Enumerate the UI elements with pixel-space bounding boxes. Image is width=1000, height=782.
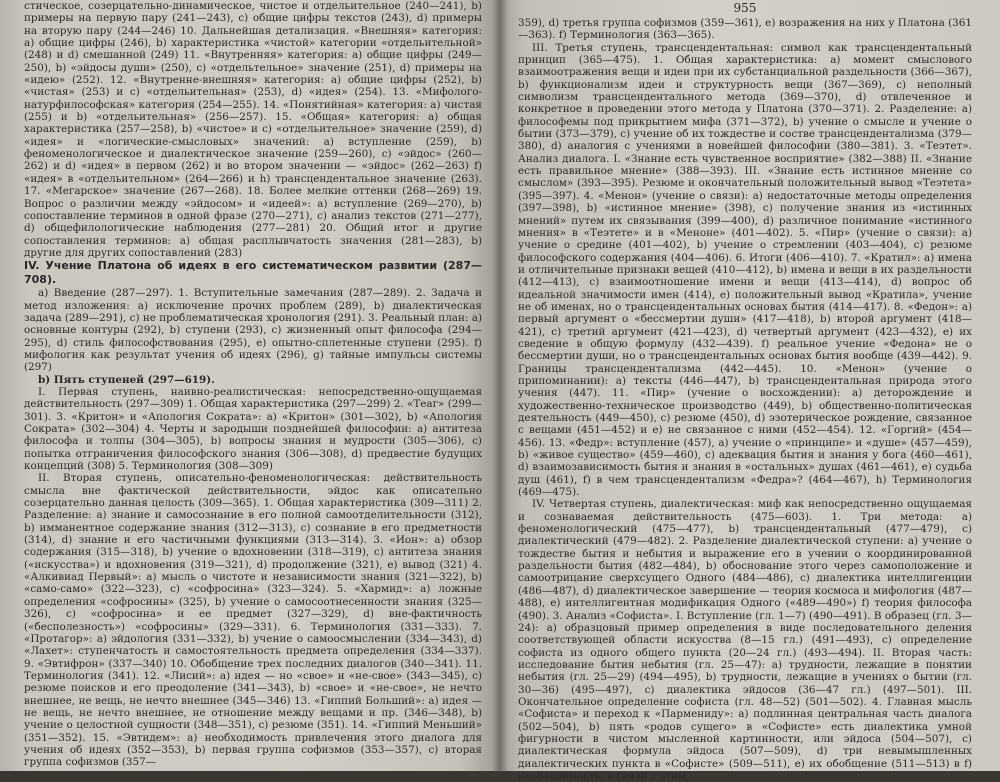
fourth-stage-paragraph: IV. Четвертая ступень, диалектическая: миф как непосредственно ощущаемая и сознаваемая действительность (475—603). 1. Три метода: a) феноменологический (475—477), b) трансцендентальный (477—479), c) диалектический (479—482). 2. Разделение диалектической ступени: a) учение о тождестве бытия и небытия и выражение его в учении о координированной раздельности бытия (482—484), b) обоснование этого через самоположение и самоотрицание сверхсущего Одного (484—486), c) диалектика интеллигенции (486—487), d) диалектическое завершение — теория космоса и мифология (487—488), e) интеллигентная модификация Одного («489—490») f) теория философа (490). 3. Анализ «Софиста». I. Вступление (гл. 1—7) (490—491). В образец (гл. 3—24): a) образцовый пример определения в виде последовательного деления соответствующей области искусства (8—15 гл.) (491—493), c) определение софиста из одного общего пункта (20—24 гл.) (493—494). II. Вторая часть: исследование бытия небытия (гл. 25—47): a) трудности, лежащие в понятии небытия (гл. 25—29) (494—495), b) трудности, лежащие в учениях о бытии (гл. 30—36) (495—497), c) диалектика эйдосов (36—47 гл.) (497—501). III. Окончательное определение софиста (гл. 48—52) (501—502). 4. Главная мысль «Софиста» и переход к «Пармениду»: a) подлинная центральная часть диалога (502—504), b) пять «родов сущего» в «Софисте» есть диалектика умной фигурности в чистом мысленной картинности, или эйдоса (504—507), c) диалектическая формула эйдоса (507—509), d) три невымышленных диалектических пункта в «Софисте» (509—511), e) их обобщение (511—513) в f) необходимость, в связи с этим, xyxy=(518,498,972,782)
five-stages-heading: b) Пять ступеней (297—619). xyxy=(38,373,215,386)
left-page-text xyxy=(24,0,482,769)
second-stage-paragraph: II. Вторая ступень, описательно-феноменологическая: действительность смысла вне фактической действительности, эйдос как описательно созерцательно данная целость (309—365). 1. Общая характеристика (309—311) 2. Разделение: a) знание и самосознание в его полной самоотделительности (312), b) имманентное содержание знания (312—313), c) сознание в его предметности (314), d) знание и его частичными функциями (313—314). 3. «Ион»: a) обзор содержания (315—318), b) учение о вдохновении (318—319), c) антитеза знания («искусства») и вдохновения (319—321), d) продолжение (321), e) вывод (321) 4. «Алкивиад Первый»: a) мысль о чистоте и независимости знания (321—322), b) «само-само» (322—323), c) «софросина» (323—324). 5. «Хармид»: a) ложные определения «софросины» (325), b) учение о самосоотнесенности знания (325—326), c) «софросина» и ее предмет (327—329), d) вне-фактичность («бесполезность») «софросины» (329—331). 6. Терминология (331—333). 7. «Протагор»: a) эйдология (331—332), b) учение о самоосмыслении (334—343), d) «Лахет»: ступенчатость и самостоятельность предмета определения (334—337). 9. «Эвтифрон» (337—340) 10. Обобщение трех последних диалогов (340—341). 11. Терминология (341). 12. «Лисий»: a) идея — но «свое» и «не-свое» (343—345), c) резюме поисков и его преодоление (341—343), b) «свое» и «не-свое», не нечто внешнее, не вещь, не нечто внешнее (345—346) 13. «Гиппий Больший»: a) идея — не вещь, не нечто внешнее, не отношение между вещами и пр. (346—348), b) учение о целостной сущности (348—351), c) резюме (351). 14. «Гиппий Меньший» (351—352). 15. «Эвтидем»: a) необходимость привлечения этого диалога для учения об идеях (352—353), b) первая группа софизмов (353—357), c) вторая группа софизмов (357— xyxy=(24,472,482,769)
first-stage-paragraph: I. Первая ступень, наивно-реалистическая: непосредственно-ощущаемая действительность (297—309) 1. Общая характеристика (297—299) 2. «Теаг» (299—301). 3. «Критон» и «Апология Сократа»: a) «Критон» (301—302), b) «Апология Сократа» (302—304) 4. Черты и зародыши позднейшей философии: a) антитеза философа и толпы (304—305), b) вопросы знания и мудрости (305—306), c) попытка отграничения философского знания (306—308), d) предвестие будущих концепций (308) 5. Терминология (308—309) xyxy=(24,385,482,473)
right-page-text xyxy=(518,17,972,782)
right-page xyxy=(498,0,1000,782)
page-number: 955 xyxy=(733,1,757,15)
third-stage-paragraph: III. Третья ступень, трансцендентальная: символ как трансцендентальный принцип (365—475). 1. Общая характеристика: a) момент смыслового взаимоотражения вещи и идеи при их субстанциальной раздельности (366—367), b) функционализм идеи и структурность вещи (367—369), c) неполный символизм трансцендентального метода (369—370), d) отвлеченное и конкретное в проведении этого метода у Платона (370—371). 2. Разделение: a) философемы под прикрытием мифа (371—372), b) учение о смысле и учение о бытии (373—379), c) учение об их тождестве и состве трансцендентализма (379—380), d) аналогия с учениями в новейшей философии (380—381). 3. «Теэтет». Анализ диалога. I. «Знание есть чувственное восприятие» (382—388) II. «Знание есть правильное мнение» (388—393). III. «Знание есть истинное мнение со смыслом» (393—395). Резюме и окончательный положительный вывод «Теэтета» (395—397). 4. «Менон» (учение о связи): a) недостаточные методы определения (397—398), b) «истинное мнение» (398), c) получение знания из «истинных мнений» путем их связывания (399—400), d) различное понимание «истинного мнения» в «Теэтете» и в «Меноне» (401—402). 5. «Пир» (учение о связи): a) учение о средине (401—402), b) учение о стремлении (403—404), c) резюме философского содержания (404—406). 6. Итоги (406—410). 7. «Кратил»: a) имена и отличительные признаки вещей (410—412), b) имена и вещи в их раздельности (412—413), c) взаимоотношение имени и вещи (413—414), d) вопрос об идеальной значимости имен (414), e) положительный вывод «Кратила», учение не об именах, но о трансцендентальных основах бытия (414—417). 8. «Федон»: a) первый аргумент о «бессмертии души» (417—418), b) второй аргумент (418—421), c) третий аргумент (421—423), d) четвертый аргумент (423—432), e) их сведение в общую формулу (432—439). f) реальное учение «Федона» не о бессмертии души, но о трансцендентальных основах бытия вообще (439—442). 9. Границы трансцендентализма (442—445). 10. «Менон» (учение о припоминании): a) тексты (446—447), b) трансцендентальная природа этого учения (447). 11. «Пир» (учение о восхождении): a) деторождение и художественно-техническое производство (449), b) общественно-политическая деятельность (449—450), c) резюме (450), d) эзотерическое рождение, связанное с вещами (451—452) и e) не связанное с ними (452—454). 12. «Горгий» (454—456). 13. «Федр»: вступление (457), a) учение о «принципе» и «душе» (457—459), b) «живое существо» (459—460), c) адеквация бытия и знания у бога (460—461), d) взаимозависимость бытия и знания в «остальных» душах (461—461), e) судьба душ (461), f) в чем трансцендентализм «Федра»? (464—467), h) Терминология (469—475). xyxy=(518,41,972,499)
right-continuation-paragraph: 359), d) третья группа софизмов (359—361), e) возражения на них у Платона (361—363). f) Терминология (363—365). xyxy=(518,17,972,42)
introduction-paragraph: a) Введение (287—297). 1. Вступительные замечания (287—289). 2. Задача и метод изложения: a) исключение прочих проблем (289), b) диалектическая задача (289—291), c) не проблематическая хронология (291). 3. Реальный план: a) основные контуры (292), b) ступени (293), c) жизненный опыт философа (294—295), d) стиль философствования (295), e) опытно-сплетенные ступени (295). f) мифология как результат учения об идеях (296), g) тайные импульсы системы (297) xyxy=(24,287,482,374)
left-page xyxy=(0,0,498,771)
section-heading: IV. Учение Платона об идеях в его систематическом развитии (287—708). xyxy=(24,259,482,287)
left-top-paragraph: стическое, созерцательно-динамическое, чистое и отдельительное (240—241), b) примеры на первую пару (241—243), c) общие цифры текстов (243), d) примеры на вторую пару (244—246) 10. Дальнейшая детализация. «Внешняя» категория: a) общие цифры (246), b) характеристика «чистой» категории «отдельительной» (248) и d) смешанной (249) 11. «Внутренняя» категория: a) общие цифры (249—250), b) «эйдосы души» (250), c) «отдельтельное» значение (251), d) примеры на «идею» (252). 12. «Внутренне-внешняя» категория: a) общие цифры (252), b) «чистая» (253) и c) «отдельительная» (253), d) «идея» (254). 13. «Мифолого-натурфилософская» категория (254—255). 14. «Понятийная» категория: a) чистая (255) и b) «отдельительная» (256—257). 15. «Общая» категория: a) общая характеристика (257—258), b) «чистое» и c) «отдельительное» значение (259), d) «идея» и «логические-смысловых» значений: a) вступление (259), b) феноменологическое и диалектическое значение (259—260), c) «эйдос» (260—262) и d) «идея» в первом (262) и во втором значении — «эйдос» (262—263) f) «идея» в «отдельительном» (264—266) и h) трансцендентальное значение (263). 17. «Мегарское» значение (267—268). 18. Более мелкие оттенки (268—269) 19. Вопрос о различии между «эйдосом» и «идеей»: a) вступление (269—270), b) сопоставление терминов в одной фразе (270—271), c) анализ текстов (271—277), d) общефилологические наблюдения (277—281) 20. Общий итог и другие сопоставления терминов: a) общая расплывчатость значения (281—283), b) другие для других сопоставлений (283) xyxy=(24,0,482,259)
